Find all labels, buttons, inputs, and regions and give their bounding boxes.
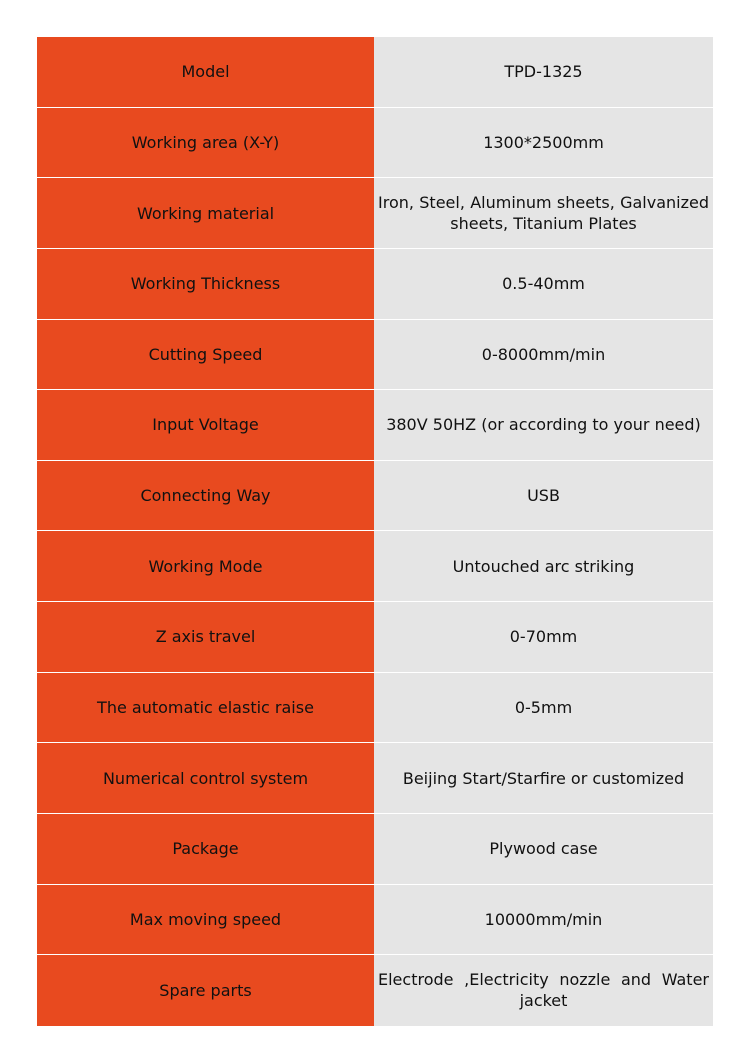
spec-label: The automatic elastic raise <box>37 673 374 743</box>
spec-row-z-axis-travel <box>37 602 713 673</box>
spec-row-input-voltage <box>37 390 713 461</box>
spec-value: Electrode ,Electricity nozzle and Water jacket <box>374 955 713 1026</box>
spec-row-elastic-raise <box>37 673 713 744</box>
spec-value: 0-70mm <box>374 602 713 672</box>
spec-row-cutting-speed <box>37 320 713 391</box>
spec-row-connecting-way <box>37 461 713 532</box>
spec-row-model <box>37 37 713 108</box>
spec-value: Iron, Steel, Aluminum sheets, Galvanized sheets, Titanium Plates <box>374 178 713 248</box>
spec-value: 0.5-40mm <box>374 249 713 319</box>
spec-label: Working Mode <box>37 531 374 601</box>
spec-value: 1300*2500mm <box>374 108 713 178</box>
spec-row-working-material <box>37 178 713 249</box>
spec-table <box>37 37 713 1026</box>
spec-value: Beijing Start/Starfire or customized <box>374 743 713 813</box>
spec-value: Untouched arc striking <box>374 531 713 601</box>
spec-value: 380V 50HZ (or according to your need) <box>374 390 713 460</box>
spec-label: Input Voltage <box>37 390 374 460</box>
spec-label: Working material <box>37 178 374 248</box>
spec-value: 0-8000mm/min <box>374 320 713 390</box>
spec-value: TPD-1325 <box>374 37 713 107</box>
spec-row-working-thickness <box>37 249 713 320</box>
spec-label: Connecting Way <box>37 461 374 531</box>
spec-row-control-system <box>37 743 713 814</box>
spec-label: Max moving speed <box>37 885 374 955</box>
spec-label: Working area (X-Y) <box>37 108 374 178</box>
spec-label: Package <box>37 814 374 884</box>
spec-row-package <box>37 814 713 885</box>
spec-value: 10000mm/min <box>374 885 713 955</box>
spec-label: Numerical control system <box>37 743 374 813</box>
spec-label: Z axis travel <box>37 602 374 672</box>
spec-label: Cutting Speed <box>37 320 374 390</box>
spec-row-max-moving-speed <box>37 885 713 956</box>
spec-label: Model <box>37 37 374 107</box>
spec-value: Plywood case <box>374 814 713 884</box>
spec-value: 0-5mm <box>374 673 713 743</box>
spec-value: USB <box>374 461 713 531</box>
spec-row-working-area <box>37 108 713 179</box>
spec-row-working-mode <box>37 531 713 602</box>
spec-row-spare-parts <box>37 955 713 1026</box>
spec-label: Working Thickness <box>37 249 374 319</box>
spec-label: Spare parts <box>37 955 374 1026</box>
